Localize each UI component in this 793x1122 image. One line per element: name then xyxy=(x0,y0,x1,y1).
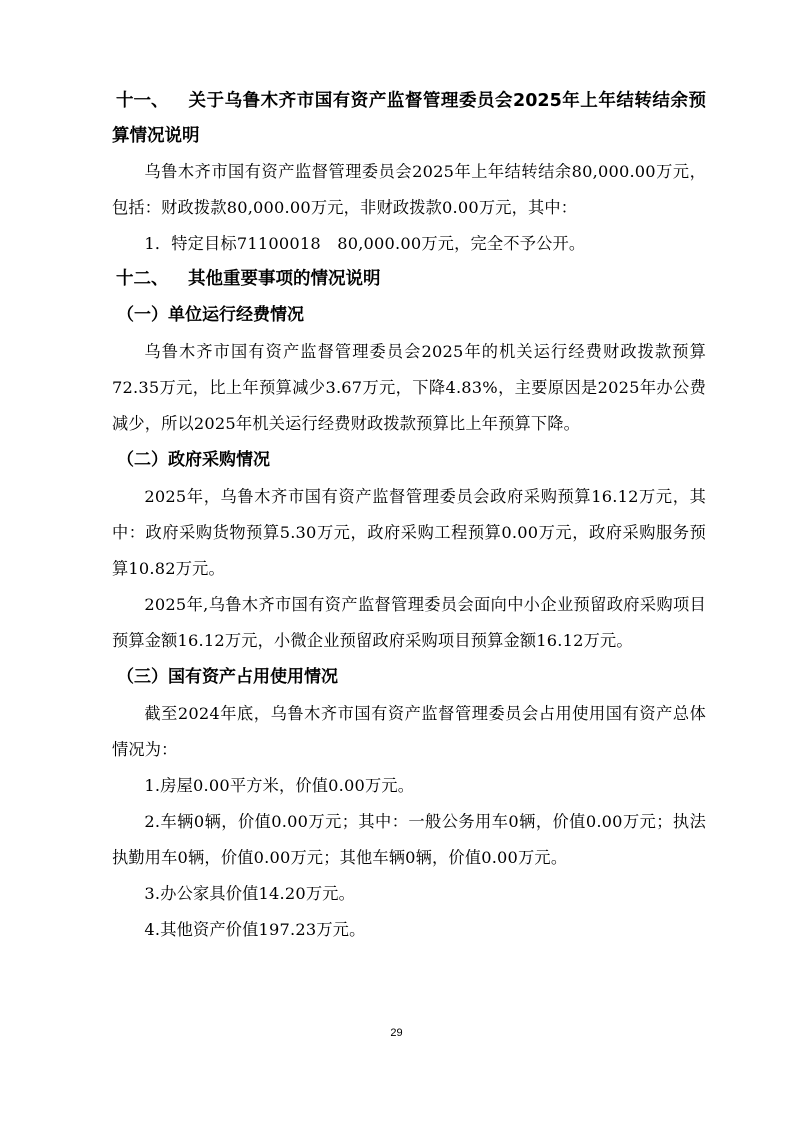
section-11-title: 关于乌鲁木齐市国有资产监督管理委员会2025年上年结转结余预算情况说明 xyxy=(112,91,706,146)
assets-furniture-paragraph: 3.办公家具价值14.20万元。 xyxy=(144,884,356,903)
page-content xyxy=(112,84,706,948)
procurement-budget-paragraph: 2025年，乌鲁木齐市国有资产监督管理委员会政府采购预算16.12万元，其中：政府采购货物预算5.30万元，政府采购工程预算0.00万元，政府采购服务预算10.82万元。 xyxy=(112,487,706,578)
assets-vehicles-paragraph: 2.车辆0辆，价值0.00万元；其中：一般公务用车0辆，价值0.00万元；执法执勤用车0辆，价值0.00万元；其他车辆0辆，价值0.00万元。 xyxy=(112,812,706,867)
operating-expenses-paragraph: 乌鲁木齐市国有资产监督管理委员会2025年的机关运行经费财政拨款预算72.35万元，比上年预算减少3.67万元，下降4.83%，主要原因是2025年办公费减少，所以2025年机关运行经费财政拨款预算比上年预算下降。 xyxy=(112,342,706,433)
page-number: 29 xyxy=(390,1027,403,1039)
section-12-heading xyxy=(112,262,706,297)
carryover-summary-paragraph: 乌鲁木齐市国有资产监督管理委员会2025年上年结转结余80,000.00万元，包括：财政拨款80,000.00万元，非财政拨款0.00万元，其中： xyxy=(112,162,706,217)
subsection-assets-title: （三）国有资产占用使用情况 xyxy=(117,667,338,687)
subsection-procurement-title: （二）政府采购情况 xyxy=(117,450,270,470)
procurement-sme-paragraph: 2025年,乌鲁木齐市国有资产监督管理委员会面向中小企业预留政府采购项目预算金额16.12万元，小微企业预留政府采购项目预算金额16.12万元。 xyxy=(112,595,706,650)
section-11-number: 十一、 xyxy=(116,91,169,111)
subsection-operating-expenses-title: （一）单位运行经费情况 xyxy=(117,305,304,325)
section-11-heading xyxy=(112,84,706,154)
assets-other-paragraph: 4.其他资产价值197.23万元。 xyxy=(144,920,366,939)
carryover-item-paragraph: 1．特定目标71100018 80,000.00万元，完全不予公开。 xyxy=(144,234,586,253)
section-12-title: 其他重要事项的情况说明 xyxy=(188,269,381,289)
section-12-number: 十二、 xyxy=(116,269,169,289)
assets-intro-paragraph: 截至2024年底，乌鲁木齐市国有资产监督管理委员会占用使用国有资产总体情况为： xyxy=(112,704,706,759)
assets-buildings-paragraph: 1.房屋0.00平方米，价值0.00万元。 xyxy=(144,776,415,795)
